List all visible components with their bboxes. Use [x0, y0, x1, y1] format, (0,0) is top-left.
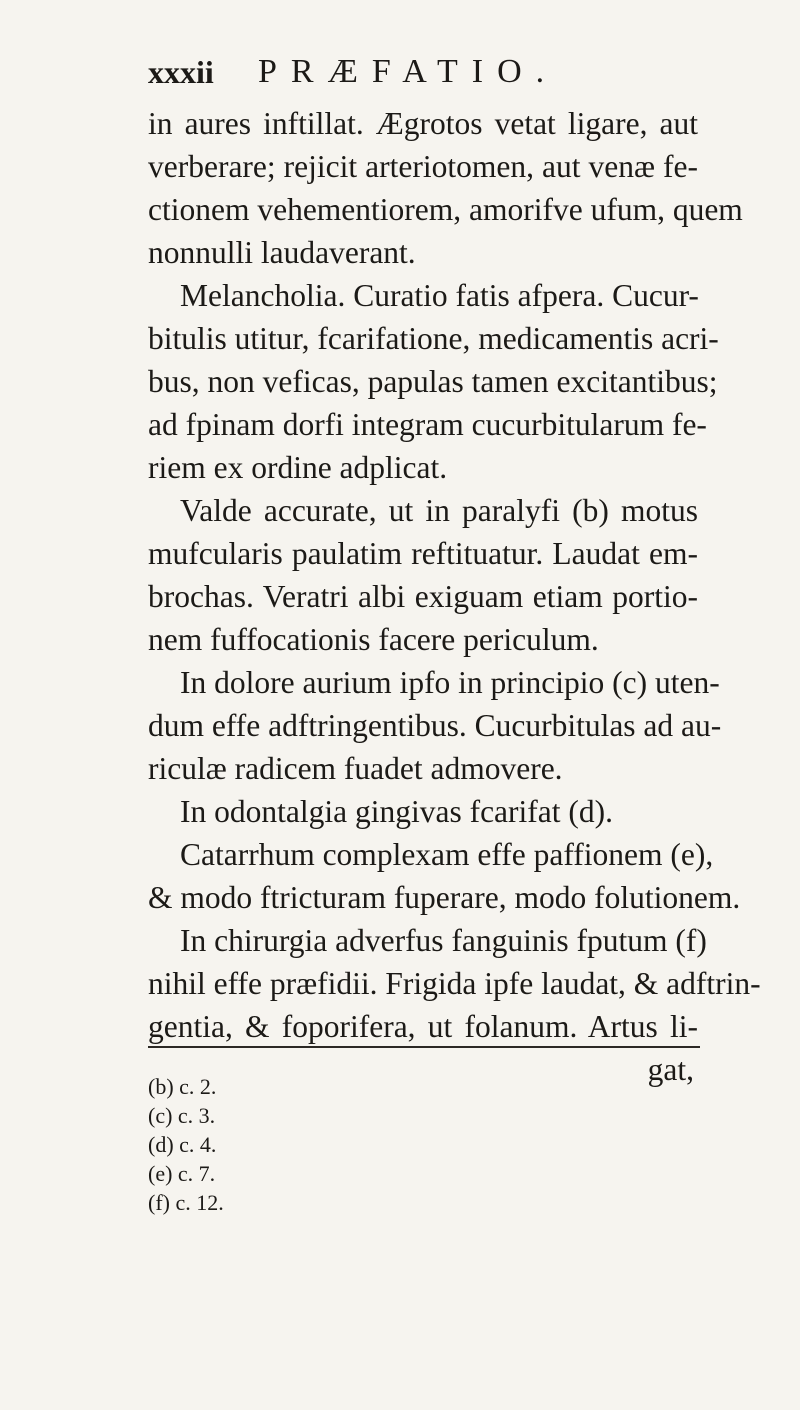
text-line: In dolore aurium ipfo in principio (c) uten- [180, 665, 720, 700]
main-text [148, 102, 761, 1091]
text-line: verberare; rejicit arteriotomen, aut venæ fe- [148, 149, 698, 184]
text-line: ctionem vehementiorem, amorifve ufum, quem [148, 192, 743, 227]
text-line: nonnulli laudaverant. [148, 235, 416, 270]
footnotes [148, 1072, 224, 1217]
text-line: bitulis utitur, fcarifatione, medicamentis acri- [148, 321, 719, 356]
text-line: Catarrhum complexam effe paffionem (e), [180, 837, 714, 872]
text-line: riem ex ordine adplicat. [148, 450, 448, 485]
text-line: gentia, & foporifera, ut folanum. Artus li- [148, 1009, 698, 1044]
text-line: Valde accurate, ut in paralyfi (b) motus [180, 493, 698, 528]
running-title: PRÆFATIO. [258, 53, 559, 90]
footnote: (e) c. 7. [148, 1161, 216, 1186]
footnote: (d) c. 4. [148, 1132, 217, 1157]
text-line: dum effe adftringentibus. Cucurbitulas ad au- [148, 708, 722, 743]
text-line: brochas. Veratri albi exiguam etiam portio- [148, 579, 698, 614]
text-line: bus, non veficas, papulas tamen excitantibus; [148, 364, 718, 399]
footnote: (f) c. 12. [148, 1190, 224, 1215]
text-line: In odontalgia gingivas fcarifat (d). [180, 794, 613, 829]
text-line: ad fpinam dorfi integram cucurbitularum fe- [148, 407, 707, 442]
running-header [148, 52, 668, 92]
catchword: gat, [647, 1052, 694, 1087]
text-line: riculæ radicem fuadet admovere. [148, 751, 563, 786]
footnote: (b) c. 2. [148, 1074, 217, 1099]
footnote-rule [148, 1046, 700, 1048]
page-number: xxxii [148, 54, 214, 90]
text-line: nihil effe præfidii. Frigida ipfe laudat, & adftrin- [148, 966, 761, 1001]
footnote: (c) c. 3. [148, 1103, 216, 1128]
text-line: in aures inftillat. Ægrotos vetat ligare, aut [148, 106, 698, 141]
text-line: Melancholia. Curatio fatis afpera. Cucur- [180, 278, 699, 313]
text-line: & modo ftricturam fuperare, modo folutionem. [148, 880, 741, 915]
text-line: In chirurgia adverfus fanguinis fputum (f) [180, 923, 707, 958]
text-line: mufcularis paulatim reftituatur. Laudat em- [148, 536, 698, 571]
text-line: nem fuffocationis facere periculum. [148, 622, 599, 657]
